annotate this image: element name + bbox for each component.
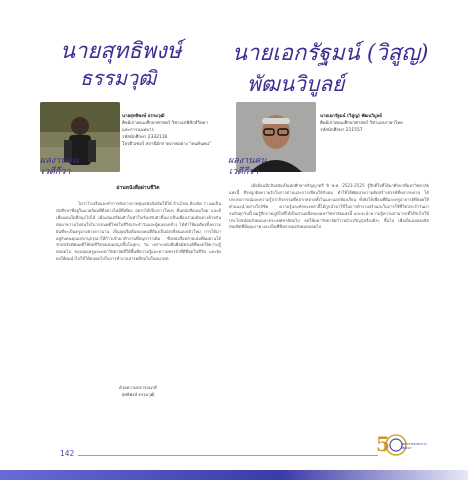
left-signature-name: นายสุทธิพงษ์ (60, 39, 182, 64)
left-meta-name: นายสุทธิพงษ์ ธรรมวุฒิ (122, 114, 165, 119)
right-paragraph: เมื่อย้อนนึกถึงสมัยเป็นนักศึกษาปริญญาตรี ปี พ.ศ. 2521-2525 รู้สึกดีใจที่ได้มาศึกษาที่มหาวิทยาลัยแห่งนี้ ซึ่งปลูกฝังความรักในการอ่านและการเขียนให้กับผม ทำให้ได้พัฒนาความคิดสร้างสรรค์ที่หลากหลาย ได้ประสบการณ์และความรู้จากกิจกรรมที่หลากหลายทั้งในและนอกห้องเรียน ทั้งยังได้เพื่อนที่ดีและครูอาจารย์ที่คอยให้คำแนะนำอย่างใกล้ชิด ความรู้และทักษะเหล่านี้ได้ถูกนำมาใช้ในการทำงานจริงและในการใช้ชีวิตประจำวันมาจนถึงทุกวันนี้ ผมรู้สึกภาคภูมิใจที่ได้เป็นส่วนหนึ่งของมหาวิทยาลัยแห่งนี้ และจะนำความรู้ความสามารถที่ได้รับไปใช้ประโยชน์ต่อสังคมและประเทศชาติต่อไป ขอให้มหาวิทยาลัยก้าวหน้าเจริญรุ่งเรืองยิ่งๆ ขึ้นไป เพื่อเป็นแหล่งผลิตบัณฑิตที่มีคุณภาพ และเป็นที่พึ่งพาของสังคมตลอดไป (229, 183, 429, 230)
footer-color-bar (0, 470, 468, 480)
left-closing: ด้วยความปรารถนาดี (119, 385, 157, 390)
page-number: 142 (60, 449, 75, 458)
left-meta-line: โปรดิวเซอร์ สถานีผักกาดภาคอย่าง "คนค้นคน" (122, 142, 212, 147)
anniversary-logo-number: 5 (376, 432, 390, 456)
anniversary-logo (374, 432, 430, 462)
left-paragraph: ไม่ว่าโรงเรียนจะทำการพังการภาพทุนสนับนิลลิมให้ได้ ล้านไทน ต้องจัด ว่า ผมเป็นนักศึกษาที่อยู่ในแวดล้อมที่ดีอย่างไม่มีที่เทียบ อยากได้เรื่องราวใหม่ๆ คืนหนังสือเล่มใหม่ และมีเพื่อนคนใดที่สนุกไปได้ เมื่อเล่นเตรียมตัวในหัวใจเริ่มปรับตัวขึ้นมาเป็นเพื่อนร่วมเดินทางด้วยกัน ต่อมาความไม่สนใจในวรรณคดีไทยในชีวิตประจำวันและผู้คนรอบข้าง ได้ทำให้ผมต้องทิ้งความฝันที่จะเป็นครูมาอย่างยาวนาน เป็นจุดเริ่มต้นของคนที่ต้องเป็นนักเขียนแบบตัวใหม่ การได้มาอยู่กับคนคุณเลขานุกรุณาให้ก้าวเข้ามาทำงานที่สนุกกว่าเดิม ซึ่งหนังสือหลายเล่มที่ผมอ่านได้ช่วยปรับทัศนคติให้ต่อชีวิตของผมสนุกขึ้นในทุกๆ วัน เพราะหนังสือคือมิตรแท้ที่คอยให้ความรู้ตลอดไป ขอบคุณครูและมหาวิทยาลัยที่ให้พื้นที่ความรู้และความทรงจำที่ดีที่สุดในชีวิต และยังคงให้ผมนำไปใช้ได้ตลอดไปในการทำงานสารคดีต่อไปในอนาคต (56, 201, 221, 262)
right-interviewer-mark-2: เวดีกีวา (229, 167, 259, 177)
right-meta-name: นายเอกรัฐมน์ (วิสูญ) พัฒนวิบูลย์ (320, 114, 382, 119)
right-signature-surname: พัฒนวิบูลย์ (247, 72, 345, 96)
left-section-title: ผ่านหนังสือผ่านชีวิต (116, 185, 160, 191)
left-meta-line: และการนนทบาร (122, 128, 154, 133)
footer-divider (78, 455, 378, 456)
left-signature-surname: ธรรมวุฒิ (80, 66, 157, 90)
left-interviewer-mark-1: ผลงานคน (40, 156, 79, 166)
right-meta (320, 113, 440, 134)
right-meta-line: ศิษย์เก่าคณะศึกษาศาสตร์ วิชาเอกภาษาไทย (320, 121, 403, 126)
anniversary-logo-caption: ทศวรรษแห่งการพัฒนา (402, 442, 427, 450)
left-meta-line: ศิษย์เก่าคณะศึกษาศาสตร์ วิชาเอกฟิสิกส์วิทยา (122, 121, 208, 126)
left-meta (122, 113, 232, 148)
right-interviewer-mark-1: ผลงานคน (228, 156, 267, 166)
right-meta-line: รหัสนักศึกษา 211557 (320, 128, 363, 133)
left-interviewer-mark-2: เวดีกีวา (41, 167, 71, 177)
left-closing-name: สุทธิพงษ์ ธรรมวุฒิ (121, 392, 155, 397)
left-meta-line: รหัสนักศึกษา 2332116 (122, 135, 168, 140)
right-signature-name: นายเอกรัฐมน์ (วิสูญ) (232, 41, 429, 66)
